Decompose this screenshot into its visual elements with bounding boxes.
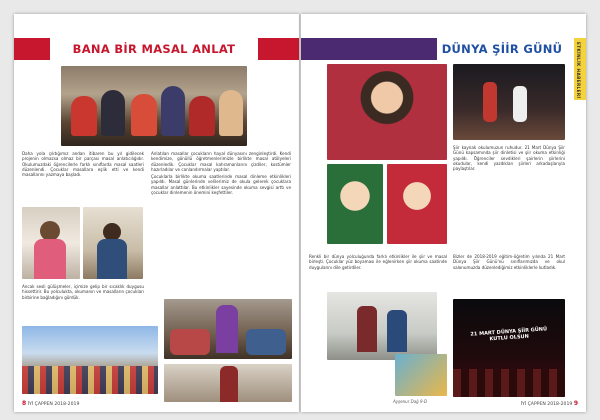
left-footer-title: İYİ ÇAPPEN 2018-2019 (27, 402, 80, 407)
right-page-number: 9 (573, 400, 578, 407)
left-bottom-text: Ancak sesli gülüşmeler, içimize gelip bir sıcaklık duygusu hissettirir. Bu yolculukta, okumanın ve masalların çocukları birbirine bağladığını gördük. (22, 284, 144, 300)
boy-reading-photo (83, 207, 143, 279)
student-artwork-photo (395, 354, 447, 396)
side-tab-label: ETKİNLİK HABERLERİ (576, 42, 581, 99)
left-title-box (50, 38, 258, 60)
right-title-bar-accent (301, 38, 437, 60)
artwork-caption: Ayşenur Dağ 9-D (393, 399, 428, 404)
left-column-text: Anlatılan masallar çocukların hayal dünyasını zenginleştirdi. Kendi kendimize, gönüllü öğretmenlerimizle birlikte masal atölyeleri düzenledik. Çocuklar masal kahramanlarını çizdiler, kostümler hazırladılar ve canlandırmalar yaptılar. Çocuklarla birlikte okuma saatlerinde masal dinleme etkinlikleri yapıldı. Masal günlerinde velilerimiz de okula gelerek çocuklara masallar anlattılar. Bu etkinlikler sayesinde okuma sevgisi arttı ve çocuklar dinlemenin önemini keşfettiler. (151, 151, 291, 196)
right-footer-title: İYİ ÇAPPEN 2018-2019 (520, 402, 573, 407)
face-paint-photo-1 (327, 164, 383, 244)
title-bar-right-accent (258, 38, 299, 60)
left-intro-text: Daha yola çıktığımız andan itibaren bu yıl gidilecek projenin olmazsa olmaz bir parçası masal anlatıcılığıdır. Okulumuzdaki öğrencilerle farklı sınıflarda masal saatleri düzenlendi. Çocuklar masallara eşlik etti ve kendi masallarını yazmaya başladı. (22, 151, 144, 178)
face-paint-photo-2 (387, 164, 447, 244)
poster-text: 21 MART DÜNYA ŞİİR GÜNÜ KUTLU OLSUN (470, 326, 548, 343)
right-top-text: Şiir kaynak okulumuzun ruhudur. 21 Mart Dünya Şiir Günü kapsamında şiir dinletisi ve şiir okuma etkinliği yapıldı. Öğrenciler sevdikleri şairlerin şiirlerini okudular, kendi yazdıkları şiirleri arkadaşlarıyla paylaştılar. (453, 145, 565, 172)
title-bar-left-accent (14, 38, 50, 60)
girl-smiling-photo (327, 64, 447, 160)
girl-reading-photo (22, 207, 80, 279)
costume-performance-photo (164, 364, 292, 402)
class-group-photo (61, 66, 247, 146)
right-footer (521, 400, 578, 407)
right-page-title: DÜNYA ŞİİR GÜNÜ (441, 42, 563, 56)
right-mid-text: Renkli bir dünya yolculuğunda farklı etkinlikler ile şiir ve masal birleşti. Çocuklar yüz boyaması ile eğlenirken şiir okuma saatinde duygularını dile getirdiler. (309, 254, 447, 270)
left-page (14, 14, 299, 412)
right-page (301, 14, 586, 412)
side-tab (574, 38, 586, 100)
storytelling-session-photo (164, 299, 292, 359)
right-title-box (437, 38, 567, 60)
students-reading-photo (327, 292, 437, 360)
left-page-title: BANA BİR MASAL ANLAT (72, 42, 236, 56)
left-page-number: 8 (22, 400, 27, 407)
right-side-text: Bizler de 2018-2019 eğitim-öğretim yılında 21 Mart Dünya Şiir Günü'nü sınıflarımızda ve okul salonumuzda düzenlediğimiz etkinliklerle kutladık. (453, 254, 565, 270)
poetry-stage-photo (453, 64, 565, 140)
left-footer (22, 400, 79, 407)
poetry-day-poster-photo (453, 299, 565, 397)
outdoor-group-photo (22, 326, 158, 394)
